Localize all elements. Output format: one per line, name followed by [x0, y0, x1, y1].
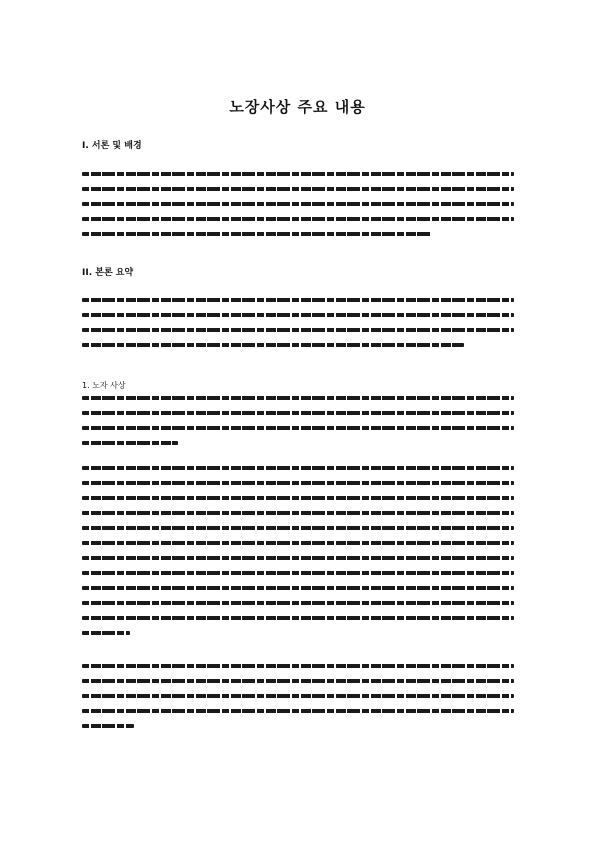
paragraph-1 — [82, 172, 514, 236]
section-heading-1: I. 서론 및 배경 — [82, 141, 142, 151]
text-line — [82, 724, 134, 728]
paragraph-2 — [82, 298, 514, 347]
text-line — [82, 571, 514, 575]
text-line — [82, 328, 514, 332]
text-line — [82, 217, 514, 221]
text-line — [82, 396, 514, 400]
text-line — [82, 496, 514, 500]
text-line — [82, 481, 514, 485]
subsection-heading: 1. 노자 사상 — [82, 381, 126, 390]
text-line — [82, 616, 514, 620]
paragraph-5 — [82, 664, 514, 728]
text-line — [82, 411, 514, 415]
text-line — [82, 526, 514, 530]
text-line — [82, 232, 432, 236]
text-line — [82, 679, 514, 683]
text-line — [82, 709, 514, 713]
text-line — [82, 694, 514, 698]
section-heading-2: II. 본론 요약 — [82, 268, 134, 278]
text-line — [82, 426, 514, 430]
text-line — [82, 511, 514, 515]
text-line — [82, 556, 514, 560]
document-title: 노장사상 주요 내용 — [229, 98, 366, 116]
text-line — [82, 586, 514, 590]
text-line — [82, 187, 514, 191]
text-line — [82, 313, 514, 317]
text-line — [82, 298, 514, 302]
text-line — [82, 202, 514, 206]
text-line — [82, 441, 178, 445]
text-line — [82, 601, 514, 605]
text-line — [82, 664, 514, 668]
text-line — [82, 466, 514, 470]
paragraph-4 — [82, 466, 514, 635]
text-line — [82, 631, 130, 635]
paragraph-3 — [82, 396, 514, 445]
text-line — [82, 172, 514, 176]
text-line — [82, 541, 514, 545]
text-line — [82, 343, 464, 347]
